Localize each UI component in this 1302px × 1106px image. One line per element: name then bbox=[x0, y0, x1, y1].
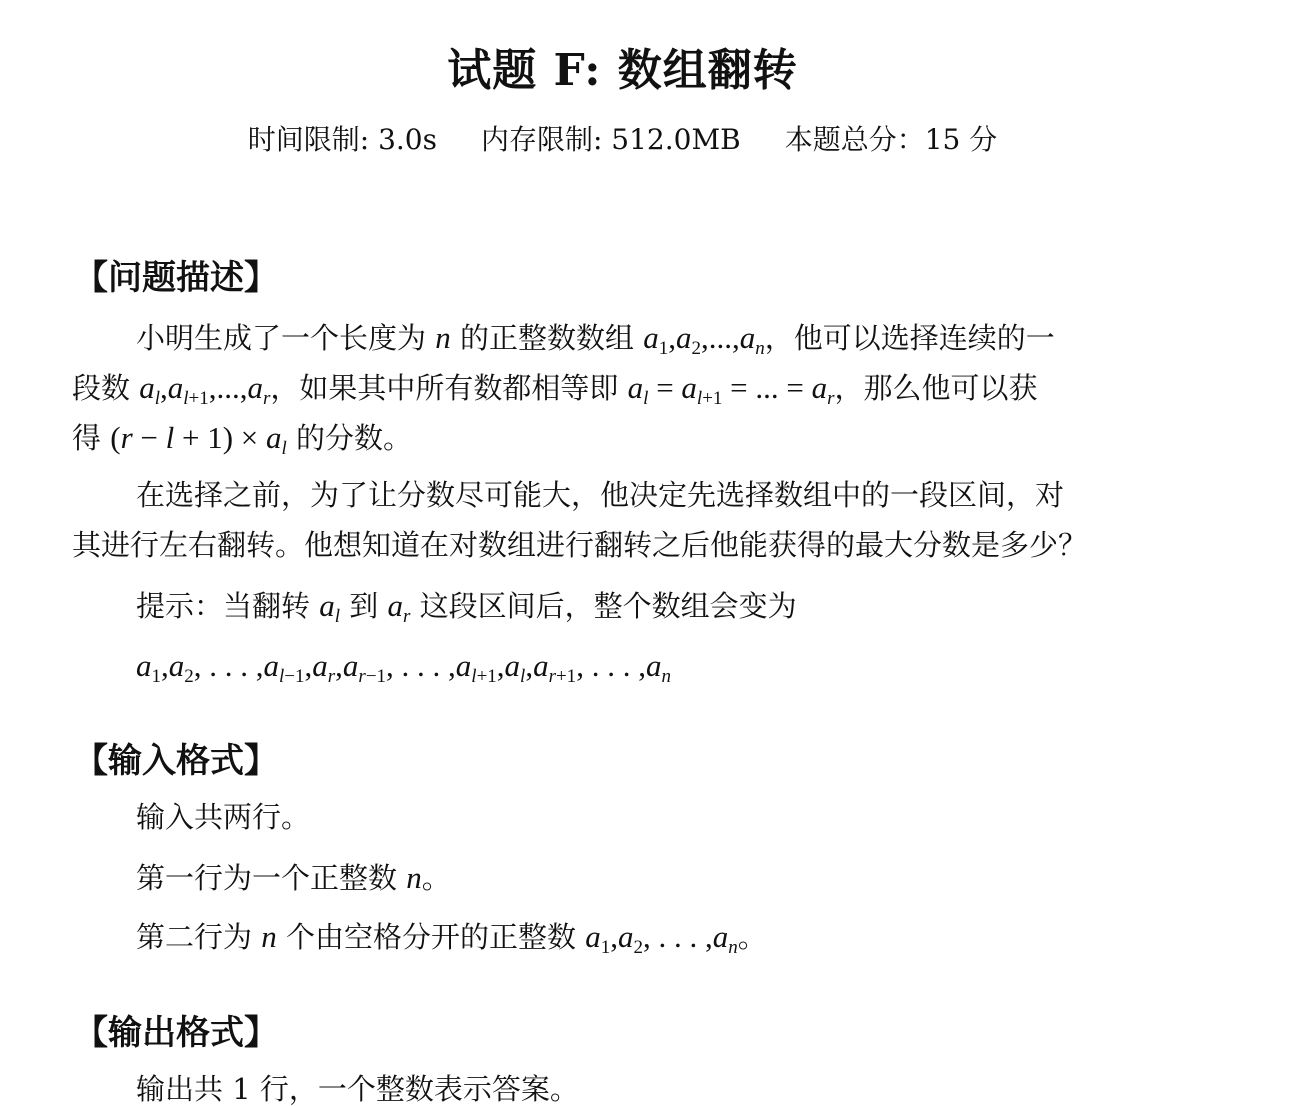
reversed-array-formula bbox=[136, 648, 671, 687]
math-equality: $a_l = a_{l+1}$ = ... = $a_r$ bbox=[627, 370, 835, 409]
problem-paragraph-line-1 bbox=[136, 320, 1055, 359]
text-segment: ，那么他可以获 bbox=[834, 371, 1038, 405]
text-segment: 这段区间后，整个数组会变为 bbox=[419, 589, 797, 623]
title-letter: F: bbox=[553, 45, 602, 96]
total-score: 本题总分：15 分 bbox=[784, 123, 998, 156]
input-format-heading: 【输入格式】 bbox=[74, 741, 278, 781]
text-segment: 第二行为 bbox=[136, 920, 253, 954]
text-segment: 小明生成了一个长度为 bbox=[136, 321, 427, 355]
text-segment: 得 bbox=[72, 421, 102, 455]
title-name: 数组翻转 bbox=[617, 45, 798, 96]
text-segment: ，他可以选择连续的一 bbox=[764, 321, 1055, 355]
output-format-heading: 【输出格式】 bbox=[74, 1013, 278, 1053]
math-reversed-array: $a_1,a_2$, . . . $,a_{l-1},a_r,a_{r-1}$, . . . $,a_{l+1},a_l,a_{r+1}$, . . . $,a_n$ bbox=[136, 648, 671, 687]
text-segment: 第一行为一个正整数 bbox=[136, 861, 398, 895]
problem-limits bbox=[0, 118, 1245, 158]
output-line-1: 输出共 1 行，一个整数表示答案。 bbox=[136, 1072, 579, 1106]
problem-paragraph-line-3 bbox=[72, 420, 413, 459]
memory-limit: 内存限制: 512.0MB bbox=[480, 123, 741, 156]
problem-title bbox=[0, 34, 1245, 98]
text-segment: 的正整数数组 bbox=[459, 321, 634, 355]
math-n: n bbox=[261, 919, 277, 954]
text-segment: 到 bbox=[349, 589, 379, 623]
math-array: $a_1,a_2$, . . . $,a_n$ bbox=[585, 919, 738, 958]
text-segment: ，如果其中所有数都相等即 bbox=[270, 371, 619, 405]
text-segment: 段数 bbox=[72, 371, 131, 405]
title-prefix: 试题 bbox=[447, 45, 538, 96]
text-segment: 的分数。 bbox=[296, 421, 413, 455]
time-limit: 时间限制: 3.0s bbox=[247, 123, 437, 156]
problem-paragraph-line-2 bbox=[72, 370, 1038, 409]
math-array: $a_1,a_2,...,a_n$ bbox=[643, 320, 765, 359]
text-segment: 。 bbox=[737, 920, 767, 954]
problem-description-heading: 【问题描述】 bbox=[74, 258, 278, 298]
math-n: n bbox=[435, 320, 451, 355]
problem-paragraph-line-5: 其进行左右翻转。他想知道在对数组进行翻转之后他能获得的最大分数是多少？ bbox=[72, 528, 1088, 562]
text-segment: 个由空格分开的正整数 bbox=[285, 920, 576, 954]
input-line-3 bbox=[136, 919, 767, 958]
math-segment: $a_l,a_{l+1},...,a_r$ bbox=[139, 370, 271, 409]
hint-line bbox=[136, 588, 797, 627]
math-n: n bbox=[406, 860, 422, 895]
input-line-2 bbox=[136, 862, 451, 893]
text-segment: 。 bbox=[421, 861, 451, 895]
math-al: $a_l$ bbox=[319, 588, 341, 627]
math-score-formula: $(r - l + 1) \times a_l$ bbox=[110, 420, 287, 459]
problem-paragraph-line-4: 在选择之前，为了让分数尽可能大，他决定先选择数组中的一段区间，对 bbox=[136, 478, 1065, 512]
input-line-1: 输入共两行。 bbox=[136, 800, 311, 834]
math-ar: $a_r$ bbox=[387, 588, 411, 627]
text-segment: 提示：当翻转 bbox=[136, 589, 311, 623]
